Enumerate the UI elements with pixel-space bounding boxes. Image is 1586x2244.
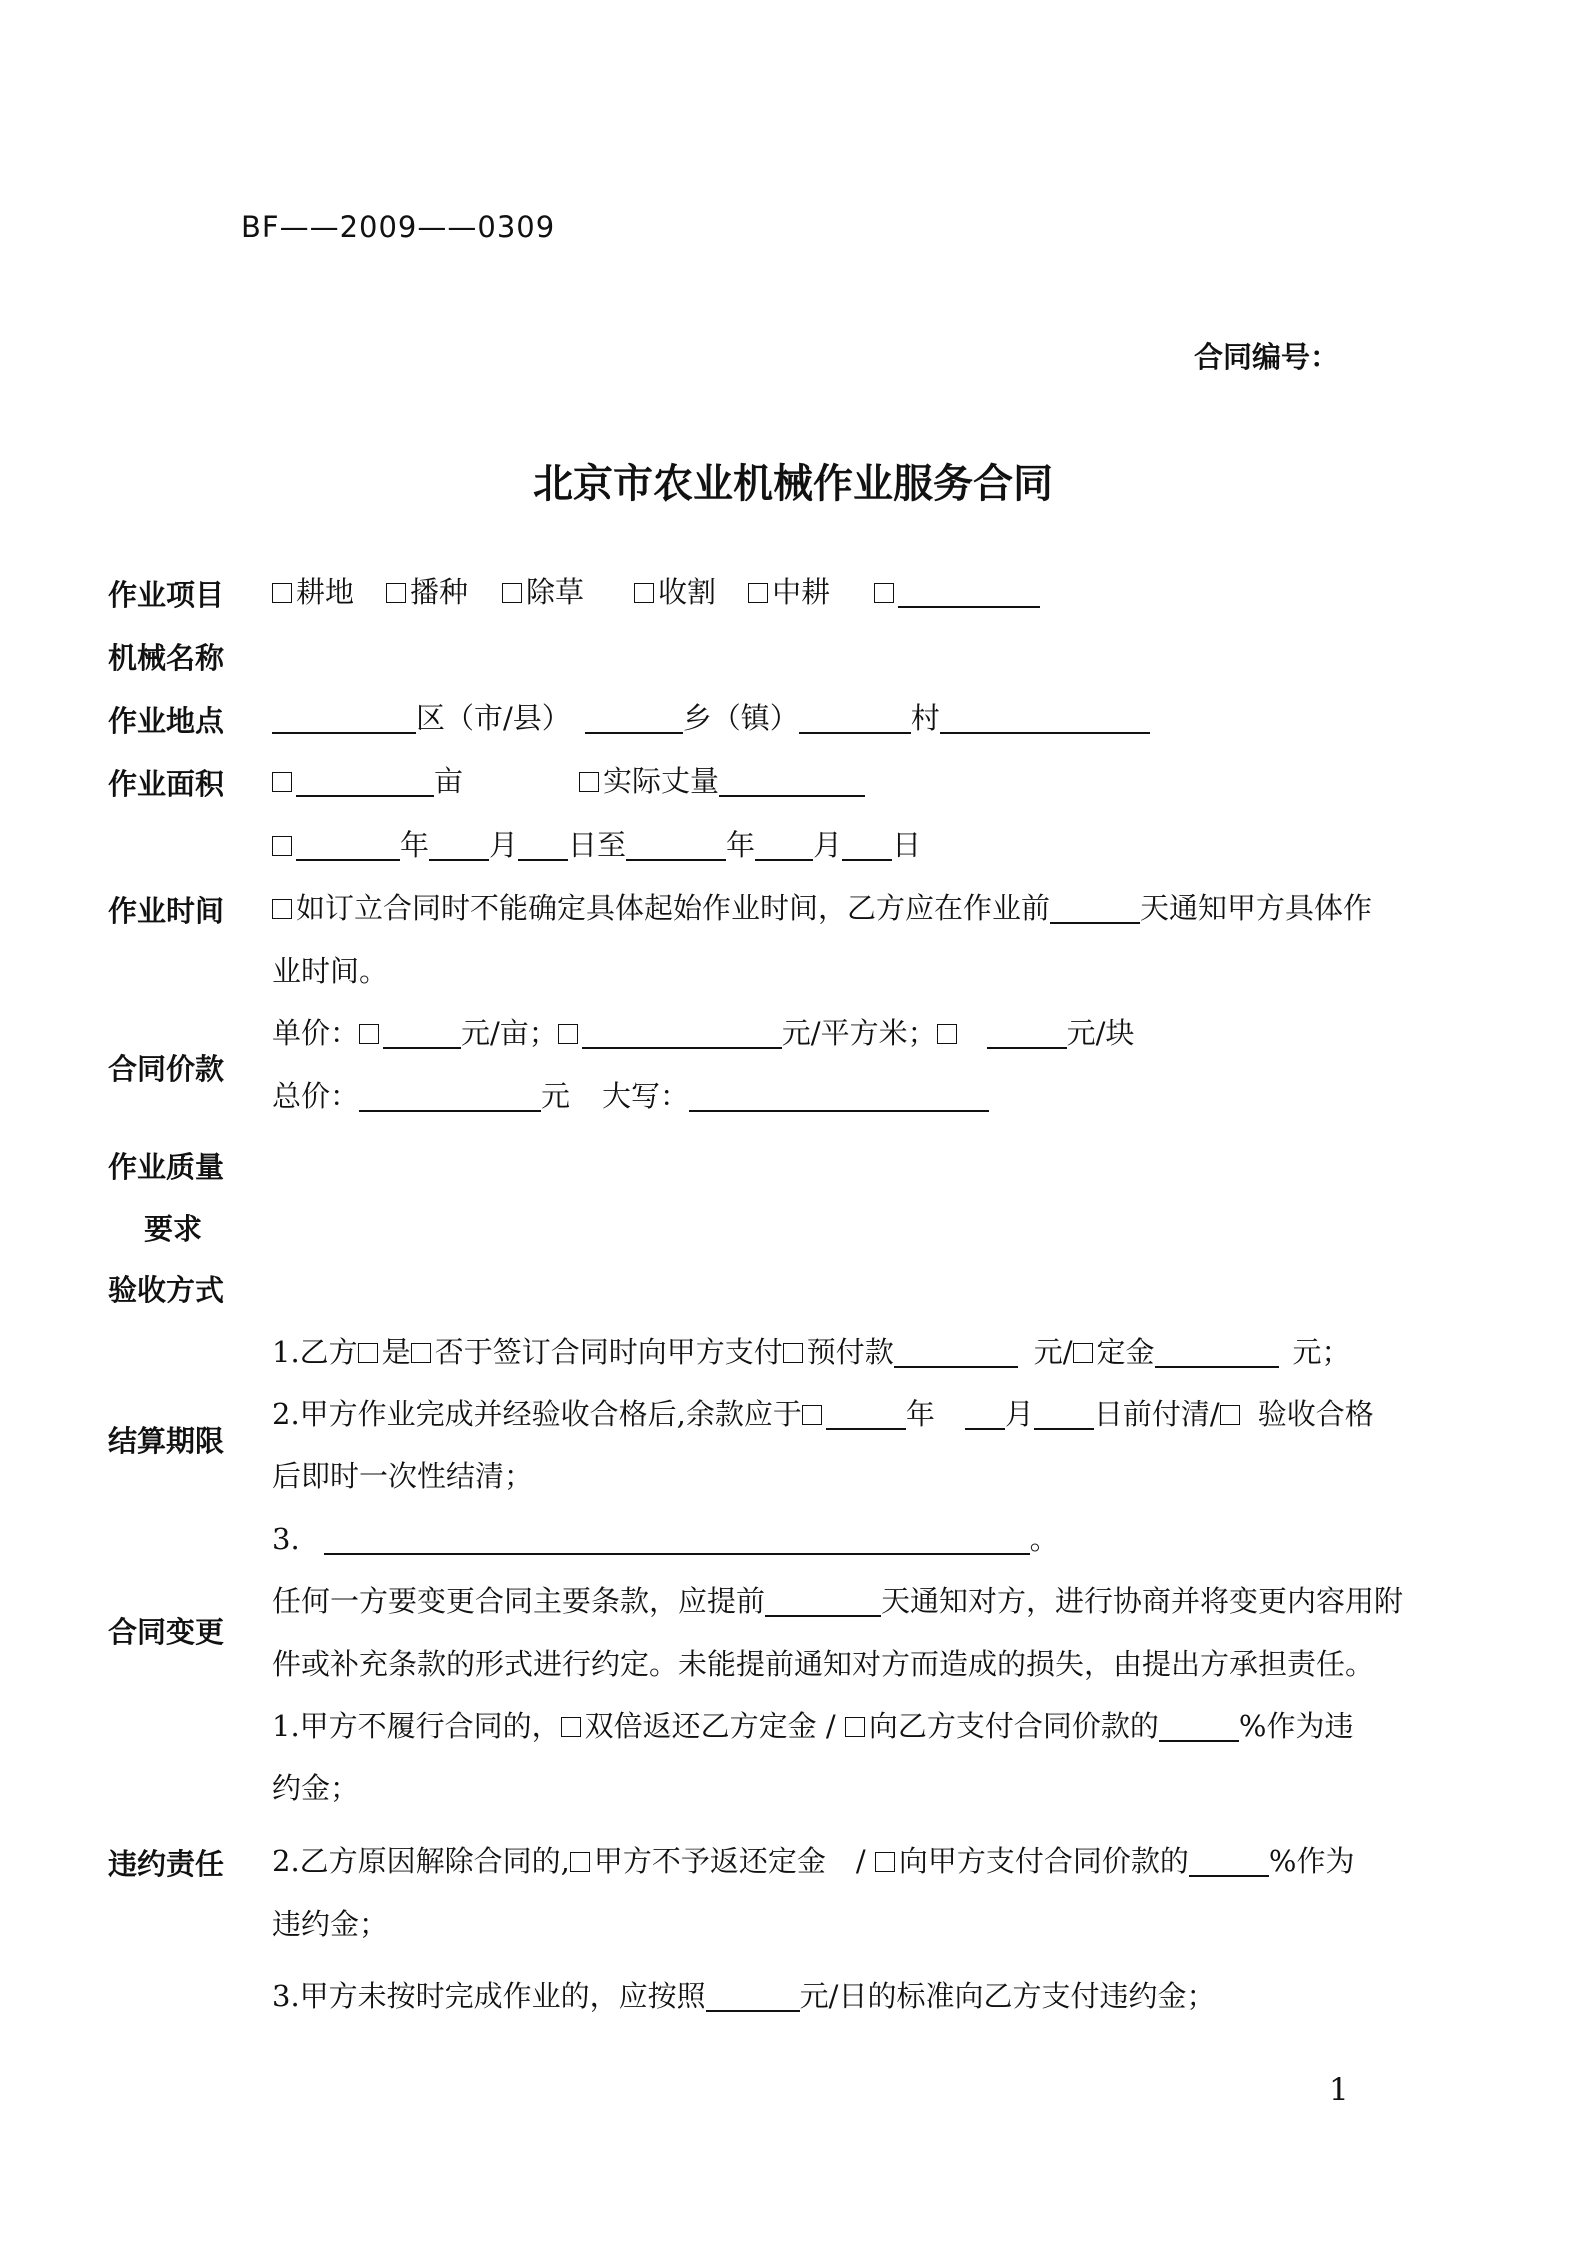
time-notice-text-2: 天通知甲方具体作 bbox=[1140, 891, 1373, 925]
settlement-text: 日前付清/ bbox=[1093, 1397, 1220, 1431]
work-item-label: 作业项目 bbox=[108, 578, 225, 612]
area-label: 作业面积 bbox=[108, 767, 225, 801]
breach-text: %作为违 bbox=[1238, 1709, 1354, 1743]
breach-line-3 bbox=[272, 1974, 1215, 2018]
month-text: 月 bbox=[1004, 1397, 1034, 1431]
checkbox-per-mu[interactable] bbox=[359, 1024, 379, 1044]
breach-line-2 bbox=[272, 1839, 1354, 1883]
breach-daily-blank[interactable] bbox=[706, 1980, 800, 2012]
yuan-text: 元 bbox=[541, 1079, 571, 1113]
pay-day-blank[interactable] bbox=[1034, 1398, 1094, 1430]
breach-text: / bbox=[855, 1844, 875, 1878]
total-price-row bbox=[272, 1074, 989, 1118]
settlement-text: 2.甲方作业完成并经验收合格后,余款应于 bbox=[272, 1397, 802, 1431]
time-notice-text: 如订立合同时不能确定具体起始作业时间，乙方应在作业前 bbox=[296, 891, 1051, 925]
location-label: 作业地点 bbox=[108, 704, 225, 738]
breach-percent-b-blank[interactable] bbox=[1189, 1845, 1269, 1877]
yuan-text: 元； bbox=[1292, 1335, 1351, 1369]
checkbox-pay-percentage-a[interactable] bbox=[845, 1717, 865, 1737]
village-name-blank[interactable] bbox=[799, 702, 911, 734]
start-day-blank[interactable] bbox=[518, 829, 568, 861]
day2-text: 日 bbox=[892, 828, 922, 862]
breach-text: 3.甲方未按时完成作业的，应按照 bbox=[272, 1979, 706, 2013]
breach-line-1 bbox=[272, 1704, 1353, 1748]
settlement-text: 验收合格 bbox=[1257, 1397, 1374, 1431]
other-item-blank[interactable] bbox=[898, 576, 1040, 608]
total-price-blank[interactable] bbox=[359, 1080, 541, 1112]
actual-measure-text: 实际丈量 bbox=[603, 764, 720, 798]
capital-amount-blank[interactable] bbox=[689, 1080, 989, 1112]
checkbox-yes[interactable] bbox=[358, 1343, 378, 1363]
breach-text: 2.乙方原因解除合同的, bbox=[272, 1844, 570, 1878]
checkbox-pay-percentage-b[interactable] bbox=[875, 1852, 895, 1872]
start-year-blank[interactable] bbox=[296, 829, 400, 861]
item-number: 3. bbox=[272, 1522, 300, 1556]
price-label: 合同价款 bbox=[108, 1052, 225, 1086]
checkbox-actual-measure[interactable] bbox=[579, 772, 599, 792]
option-harvesting: 收割 bbox=[658, 575, 717, 609]
settlement-line-3: 后即时一次性结清； bbox=[272, 1459, 534, 1493]
option-weeding: 除草 bbox=[526, 575, 585, 609]
breach-text: 甲方不予返还定金 bbox=[593, 1844, 826, 1878]
option-cultivating: 中耕 bbox=[772, 575, 831, 609]
end-year-blank[interactable] bbox=[626, 829, 726, 861]
area-row bbox=[272, 759, 865, 803]
per-sqm-blank[interactable] bbox=[582, 1017, 782, 1049]
breach-text: 1.甲方不履行合同的， bbox=[272, 1709, 561, 1743]
checkbox-time-range[interactable] bbox=[272, 836, 292, 856]
change-text: 任何一方要变更合同主要条款，应提前 bbox=[272, 1584, 766, 1618]
breach-text: 元/日的标准向乙方支付违约金； bbox=[799, 1979, 1216, 2013]
breach-line-2b: 违约金； bbox=[272, 1907, 389, 1941]
change-text: 天通知对方，进行协商并将变更内容用附 bbox=[881, 1584, 1404, 1618]
checkbox-sowing[interactable] bbox=[386, 583, 406, 603]
notice-days-blank[interactable] bbox=[1050, 892, 1140, 924]
town-text: 乡（镇） bbox=[682, 701, 799, 735]
per-block-blank[interactable] bbox=[987, 1017, 1067, 1049]
pay-month-blank[interactable] bbox=[965, 1398, 1005, 1430]
prepayment-text: 预付款 bbox=[806, 1335, 894, 1369]
time-range-row bbox=[272, 823, 921, 867]
contract-number-label: 合同编号： bbox=[1194, 340, 1340, 374]
start-month-blank[interactable] bbox=[429, 829, 489, 861]
form-code: BF——2009——0309 bbox=[241, 210, 556, 244]
pay-year-blank[interactable] bbox=[826, 1398, 906, 1430]
time-notice-row bbox=[272, 886, 1372, 930]
unit-price-row bbox=[272, 1011, 1134, 1055]
month-text: 月 bbox=[489, 828, 519, 862]
checkbox-harvesting[interactable] bbox=[634, 583, 654, 603]
checkbox-no[interactable] bbox=[411, 1343, 431, 1363]
deposit-blank[interactable] bbox=[1155, 1336, 1279, 1368]
checkbox-no-refund-deposit[interactable] bbox=[570, 1852, 590, 1872]
work-item-options bbox=[272, 570, 1040, 614]
unit-price-label: 单价： bbox=[272, 1016, 360, 1050]
checkbox-pay-on-acceptance[interactable] bbox=[1220, 1405, 1240, 1425]
checkbox-weeding[interactable] bbox=[502, 583, 522, 603]
end-month-blank[interactable] bbox=[755, 829, 813, 861]
quality-label: 作业质量 bbox=[108, 1150, 225, 1184]
breach-text: 向甲方支付合同价款的 bbox=[898, 1844, 1189, 1878]
option-sowing: 播种 bbox=[410, 575, 469, 609]
time-notice-cont: 业时间。 bbox=[272, 954, 389, 988]
change-line-2: 件或补充条款的形式进行约定。未能提前通知对方而造成的损失，由提出方承担责任。 bbox=[272, 1647, 1375, 1681]
per-block-text: 元/块 bbox=[1066, 1016, 1135, 1050]
checkbox-pay-by-date[interactable] bbox=[802, 1405, 822, 1425]
checkbox-plowing[interactable] bbox=[272, 583, 292, 603]
checkbox-deposit[interactable] bbox=[1073, 1343, 1093, 1363]
yuan-text: 元/ bbox=[1033, 1335, 1073, 1369]
checkbox-cultivating[interactable] bbox=[748, 583, 768, 603]
checkbox-other[interactable] bbox=[874, 583, 894, 603]
option-plowing: 耕地 bbox=[296, 575, 355, 609]
prepayment-blank[interactable] bbox=[894, 1336, 1018, 1368]
settlement-line-2 bbox=[272, 1392, 1374, 1436]
checkbox-double-deposit[interactable] bbox=[561, 1717, 581, 1737]
breach-text: 双倍返还乙方定金 / bbox=[584, 1709, 845, 1743]
breach-text: 向乙方支付合同价款的 bbox=[868, 1709, 1159, 1743]
end-day-blank[interactable] bbox=[842, 829, 892, 861]
settlement-text: 否于签订合同时向甲方支付 bbox=[434, 1335, 783, 1369]
capital-amount-label: 大写： bbox=[602, 1079, 690, 1113]
location-row bbox=[272, 696, 1150, 740]
year-text: 年 bbox=[400, 828, 430, 862]
document-title: 北京市农业机械作业服务合同 bbox=[533, 461, 1053, 507]
year-text: 年 bbox=[905, 1397, 935, 1431]
checkbox-per-sqm[interactable] bbox=[558, 1024, 578, 1044]
period-text: 。 bbox=[1029, 1522, 1059, 1556]
breach-percent-a-blank[interactable] bbox=[1159, 1710, 1239, 1742]
village-blank[interactable] bbox=[940, 702, 1150, 734]
town-blank[interactable] bbox=[585, 702, 683, 734]
actual-measure-blank[interactable] bbox=[719, 765, 865, 797]
district-blank[interactable] bbox=[272, 702, 416, 734]
day-to-text: 日至 bbox=[568, 828, 627, 862]
acceptance-label: 验收方式 bbox=[108, 1273, 225, 1307]
checkbox-time-notice[interactable] bbox=[272, 899, 292, 919]
settlement-label: 结算期限 bbox=[108, 1424, 225, 1458]
checkbox-prepayment[interactable] bbox=[783, 1343, 803, 1363]
settlement-other-blank[interactable] bbox=[324, 1523, 1030, 1555]
deposit-text: 定金 bbox=[1096, 1335, 1155, 1369]
per-sqm-text: 元/平方米； bbox=[781, 1016, 937, 1050]
quality-label-2: 要求 bbox=[143, 1212, 202, 1246]
village-text: 村 bbox=[910, 701, 940, 735]
settlement-text: 1.乙方 bbox=[272, 1335, 358, 1369]
page-number: 1 bbox=[1329, 2072, 1349, 2108]
total-price-label: 总价： bbox=[272, 1079, 360, 1113]
machine-name-label: 机械名称 bbox=[108, 641, 225, 675]
per-mu-blank[interactable] bbox=[383, 1017, 461, 1049]
change-line-1 bbox=[272, 1579, 1403, 1623]
settlement-line-1 bbox=[272, 1330, 1351, 1374]
breach-label: 违约责任 bbox=[108, 1847, 225, 1881]
breach-line-1b: 约金； bbox=[272, 1771, 360, 1805]
month2-text: 月 bbox=[813, 828, 843, 862]
settlement-line-4 bbox=[272, 1517, 1059, 1561]
yes-text: 是 bbox=[381, 1335, 411, 1369]
checkbox-per-block[interactable] bbox=[937, 1024, 957, 1044]
per-mu-text: 元/亩； bbox=[461, 1016, 558, 1050]
checkbox-area-mu[interactable] bbox=[272, 772, 292, 792]
time-label: 作业时间 bbox=[108, 894, 225, 928]
change-label: 合同变更 bbox=[108, 1615, 225, 1649]
area-mu-blank[interactable] bbox=[296, 765, 434, 797]
change-days-blank[interactable] bbox=[765, 1585, 881, 1617]
mu-text: 亩 bbox=[434, 764, 464, 798]
year2-text: 年 bbox=[726, 828, 756, 862]
breach-text: %作为 bbox=[1268, 1844, 1355, 1878]
district-text: 区（市/县） bbox=[416, 701, 571, 735]
